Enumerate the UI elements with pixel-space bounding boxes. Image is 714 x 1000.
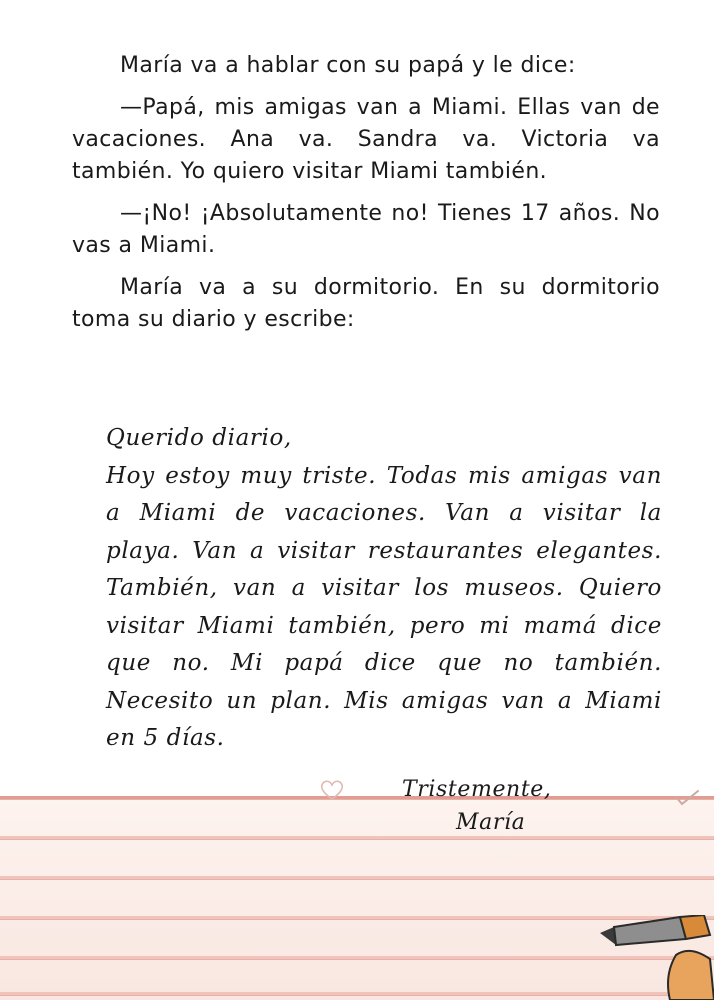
story-text	[72, 50, 660, 346]
diary-entry	[106, 420, 662, 758]
story-paragraph-3: —¡No! ¡Absolutamente no! Tienes 17 años. No vas a Miami.	[72, 201, 660, 258]
ruled-line	[0, 836, 714, 840]
ruled-line	[0, 796, 714, 800]
story-paragraph-2: —Papá, mis amigas van a Miami. Ellas van de vacaciones. Ana va. Sandra va. Victoria va también. Yo quiero visitar Miami también.	[72, 95, 660, 184]
diary-closing: Tristemente,	[402, 777, 552, 802]
story-paragraph-4: María va a su dormitorio. En su dormitorio toma su diario y escribe:	[72, 275, 660, 332]
pencil-icon	[600, 915, 714, 1000]
diary-page	[0, 370, 714, 1000]
heart-icon	[318, 778, 346, 802]
ruled-line	[0, 876, 714, 880]
check-icon	[674, 788, 700, 808]
diary-body: Hoy estoy muy triste. Todas mis amigas van a Miami de vacaciones. Van a visitar la playa. Van a visitar restaurantes elegantes. También, van a visitar los museos. Quiero visitar Miami también, pero mi mamá dice que no. Mi papá dice que no también. Necesito un plan. Mis amigas van a Miami en 5 días.	[106, 462, 662, 751]
diary-greeting: Querido diario,	[106, 425, 292, 451]
story-paragraph-1: María va a hablar con su papá y le dice:	[120, 53, 576, 78]
diary-signature: María	[456, 810, 526, 835]
